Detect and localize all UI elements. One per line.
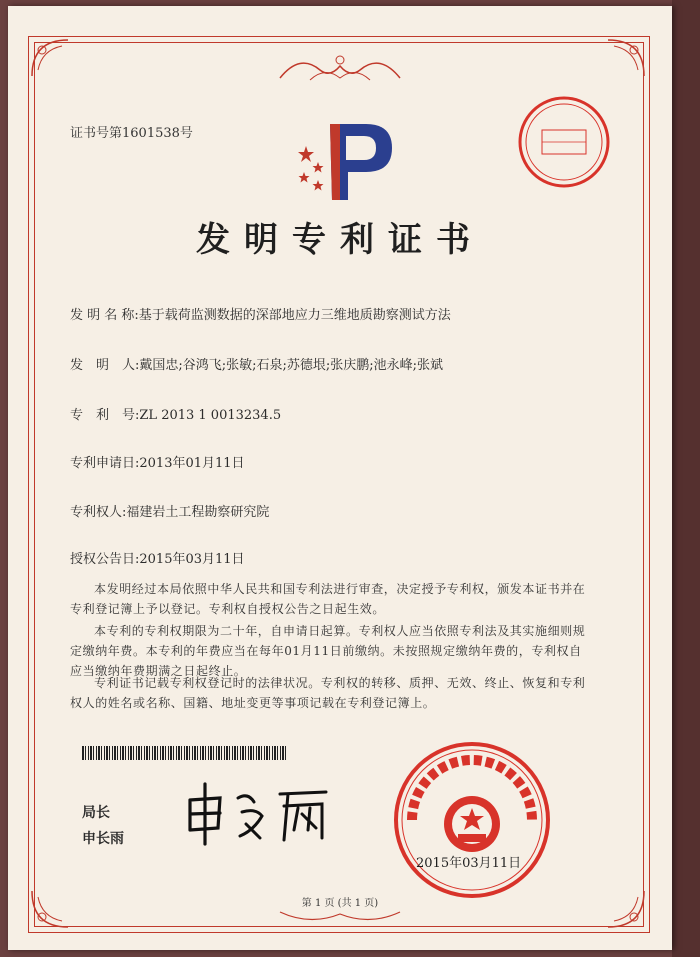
- field-grant-date: [70, 548, 245, 567]
- field-value: 福建岩土工程勘察研究院: [126, 505, 270, 520]
- signatory-name: 申长雨: [82, 831, 124, 847]
- field-label: 专 利 号:: [70, 408, 140, 423]
- certificate-number: 证书号第1601538号: [70, 126, 193, 141]
- official-seal: [392, 740, 552, 900]
- bottom-scroll-ornament: [270, 906, 410, 928]
- patent-office-logo: [288, 116, 398, 206]
- field-label: 发 明 名 称:: [70, 308, 139, 323]
- paragraph-legal-status: 专利证书记载专利权登记时的法律状况。专利权的转移、质押、无效、终止、恢复和专利权人的姓名或名称、国籍、地址变更等事项记载在专利登记簿上。: [70, 676, 586, 710]
- field-label: 授权公告日:: [70, 552, 140, 567]
- field-value: ZL 2013 1 0013234.5: [139, 408, 282, 423]
- field-invention-name: [70, 304, 451, 323]
- paragraph-term: 本专利的专利权期限为二十年，自申请日起算。专利权人应当依照专利法及其实施细则规定缴纳年费。本专利的年费应当在每年01月11日前缴纳。未按照规定缴纳年费的，专利权自应当缴纳年费期满之日起终止。: [70, 624, 586, 678]
- field-label: 专利权人:: [70, 505, 127, 520]
- field-patent-number: [70, 404, 281, 423]
- top-scroll-ornament: [270, 48, 410, 88]
- field-label: 发 明 人:: [70, 358, 140, 373]
- field-inventors: [70, 354, 443, 373]
- tax-stamp-seal: [516, 94, 612, 190]
- field-value: 2013年01月11日: [139, 456, 245, 471]
- field-label: 专利申请日:: [70, 456, 140, 471]
- field-value: 2015年03月11日: [139, 552, 245, 567]
- paragraph-grant: 本发明经过本局依照中华人民共和国专利法进行审查，决定授予专利权，颁发本证书并在专利登记簿上予以登记。专利权自授权公告之日起生效。: [70, 582, 586, 616]
- corner-ornament: [28, 36, 98, 106]
- certificate-title: 发明专利证书: [196, 220, 484, 260]
- field-patentee: [70, 501, 269, 520]
- field-value: 基于载荷监测数据的深部地应力三维地质勘察测试方法: [138, 308, 451, 323]
- field-application-date: [70, 452, 245, 471]
- field-value: 戴国忠;谷鸿飞;张敏;石泉;苏德垠;张庆鹏;池永峰;张斌: [139, 358, 444, 373]
- folder-edge: [672, 0, 700, 957]
- barcode: [82, 746, 286, 760]
- signatory-role: 局长: [82, 805, 110, 821]
- handwritten-signature: [176, 778, 346, 850]
- issue-date: 2015年03月11日: [416, 856, 522, 871]
- page-number: 第 1 页 (共 1 页): [301, 898, 379, 909]
- certificate-paper: [8, 6, 672, 950]
